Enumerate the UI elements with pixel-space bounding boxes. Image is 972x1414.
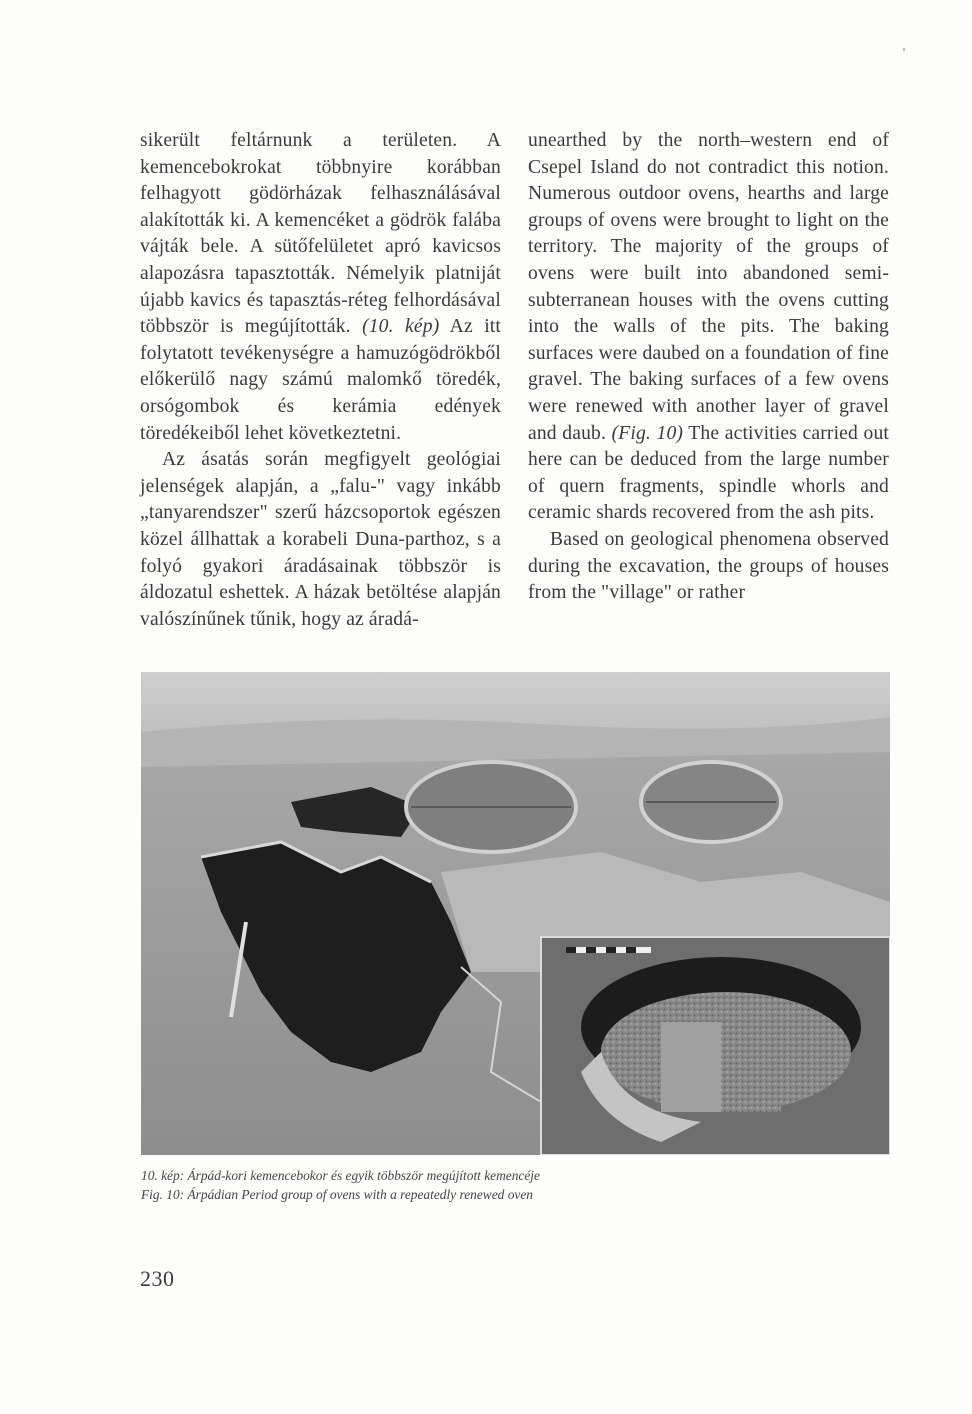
hungarian-paragraph-2: Az ásatás során megfigyelt geológiai jelenségek alapján, a „falu-" vagy inkább „tanyarendszer" szerű házcsoportok egészen közel állhattak a korabeli Duna-parthoz, s a folyó gyakori áradásainak többször is áldozatul eshettek. A házak betöltése alapján valószínűnek tűnik, hogy az áradá- [140,449,501,630]
figure-caption [141,1166,890,1205]
hungarian-paragraph-1-text: sikerült feltárnunk a területen. A kemencebokrokat többnyire korábban felhagyott gödörházak felhasználásával alakították ki. A kemencéket a gödrök falába vájták bele. A sütőfelületet apró kavicsos alapozásra tapasztották. Némelyik platniját újabb kavics és tapasztás-réteg felhordásával többször is megújították. [140,130,501,338]
english-paragraph-1-text: unearthed by the north–western end of Csepel Island do not contradict this notion. Numerous outdoor ovens, hearths and large groups of ovens were brought to light on the territory. The majority of the groups of ovens were built into abandoned semi-subterranean houses with the ovens cutting into the walls of the pits. The baking surfaces were daubed on a foundation of fine gravel. The baking surfaces of a few ovens were renewed with another layer of gravel and daub. [528,130,889,444]
page-number: 230 [140,1266,175,1291]
hungarian-text-column [140,128,501,633]
hungarian-paragraph-1 [140,128,501,447]
english-paragraph-1-tail: The activities carried out here can be deduced from the large number of quern fragments, spindle whorls and ceramic shards recovered from the ash pits. [528,422,889,524]
page-speck [903,48,905,51]
excavation-photo [141,672,890,1155]
figure-reference: (10. kép) [362,316,440,338]
figure-reference: (Fig. 10) [611,422,684,444]
caption-hungarian: 10. kép: Árpád-kori kemencebokor és egyik többször megújított kemencéje [141,1168,540,1183]
caption-english: Fig. 10: Árpádian Period group of ovens with a repeatedly renewed oven [141,1187,533,1203]
hungarian-paragraph-1-tail: Az itt folytatott tevékenységre a hamuzógödrökből előkerülő nagy számú malomkő töredék, orsógombok és kerámia edények töredékeiből lehet következtetni. [140,316,501,444]
english-paragraph-1 [528,128,889,527]
english-paragraph-2: Based on geological phenomena observed during the excavation, the groups of houses from the "village" or rather [528,528,889,604]
english-text-column [528,128,889,607]
